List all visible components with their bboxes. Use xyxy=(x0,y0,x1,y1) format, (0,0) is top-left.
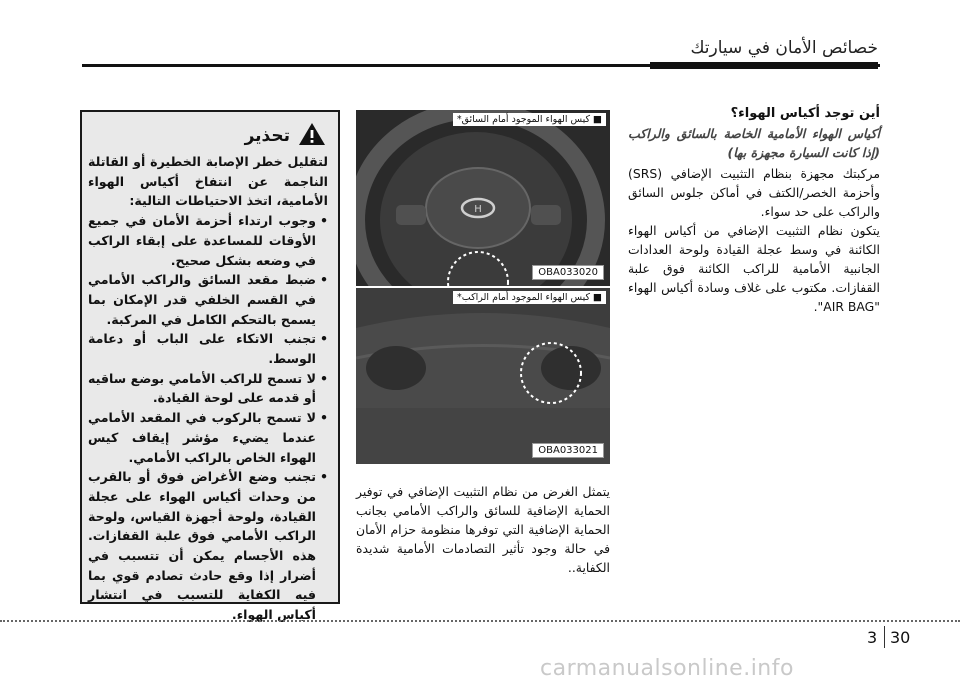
watermark: carmanualsonline.info xyxy=(540,656,794,681)
warning-box xyxy=(80,110,340,623)
photo-caption: ■ كيس الهواء الموجود أمام السائق* xyxy=(453,113,606,126)
warning-intro: لتقليل خطر الإصابة الخطيرة أو القاتلة الناجمة عن انتفاخ أكياس الهواء الأمامية، اتخذ الاحتياطات التالية: xyxy=(88,154,328,209)
section-question: أين توجد أكياس الهواء؟ xyxy=(730,106,880,121)
warning-body xyxy=(88,152,328,625)
driver-airbag-photo xyxy=(356,110,610,286)
warning-item: • لا تسمح بالركوب في المقعد الأمامي عندما يضيء مؤشر إيقاف كيس الهواء الخاص بالراكب الأمامي. xyxy=(88,408,328,467)
page-separator xyxy=(884,626,885,648)
header-rule-accent xyxy=(650,62,878,69)
warning-item: • ضبط مقعد السائق والراكب الأمامي في القسم الخلفي قدر الإمكان بما يسمح بالتحكم الكامل في المركبة. xyxy=(88,270,328,329)
photo-caption: ■ كيس الهواء الموجود أمام الراكب* xyxy=(453,291,606,304)
svg-text:H: H xyxy=(474,204,482,215)
warning-item: • لا تسمح للراكب الأمامي بوضع ساقيه أو قدمه على لوحة القيادة. xyxy=(88,369,328,408)
dashboard-illustration xyxy=(356,288,610,464)
section-subtitle: أكياس الهواء الأمامية الخاصة بالسائق والراكب (إذا كانت السيارة مجهزة بها) xyxy=(628,126,880,160)
paragraph-2: يتكون نظام التثبيت الإضافي من أكياس الهواء الكائنة في وسط عجلة القيادة ولوحة العدادات الجانبية الأمامية للراكب الكائنة فوق علبة القفازات. مكتوب على غلاف وسادة أكياس الهواء "AIR BAG". xyxy=(628,223,880,314)
page-header-title: خصائص الأمان في سيارتك xyxy=(690,38,878,58)
right-column xyxy=(628,104,880,316)
footer-rule xyxy=(0,620,960,622)
warning-list xyxy=(88,211,328,625)
photo-code: OBA033020 xyxy=(532,265,604,280)
warning-item: • تجنب الاتكاء على الباب أو دعامة الوسط. xyxy=(88,329,328,368)
chapter-number: 3 xyxy=(867,628,878,647)
paragraph-1: مركبتك مجهزة بنظام التثبيت الإضافي (SRS) وأحزمة الخصر/الكتف في أماكن جلوس السائق والراكب على حد سواء. xyxy=(628,166,880,219)
photo-code: OBA033021 xyxy=(532,443,604,458)
middle-paragraph: يتمثل الغرض من نظام التثبيت الإضافي في توفير الحماية الإضافية للسائق والراكب الأمامي بجانب الحماية الإضافية التي توفرها منظومة حزام الأمان في حالة وجود تأثير التصادمات الأمامية شديدة الكفاية.. xyxy=(356,484,610,575)
warning-title: تحذير xyxy=(244,126,290,146)
warning-item: • تجنب وضع الأغراض فوق أو بالقرب من وحدات أكياس الهواء على عجلة القيادة، ولوحة أجهزة القياس، ولوحة الراكب الأمامي فوق علبة القفازات. هذه الأجسام يمكن أن تتسبب في أضرار إذا وقع حادث تصادم قوي بما فيه الكفاية للتسبب في انتشار أكياس الهواء. xyxy=(88,467,328,625)
warning-icon xyxy=(298,122,326,150)
passenger-airbag-photo xyxy=(356,288,610,464)
steering-wheel-illustration xyxy=(356,110,610,286)
warning-header xyxy=(245,122,326,150)
warning-item: • وجوب ارتداء أحزمة الأمان في جميع الأوقات للمساعدة على إبقاء الراكب في وضعه بشكل صحيح. xyxy=(88,211,328,270)
page-number: 30 xyxy=(890,628,911,647)
